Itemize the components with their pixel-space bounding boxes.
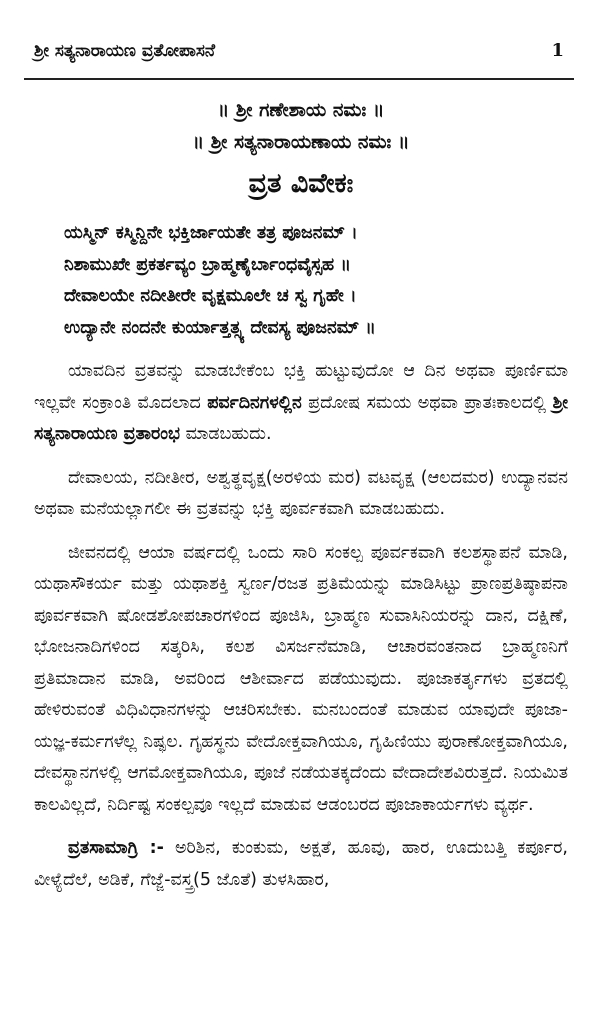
- materials-text: ಅರಿಶಿನ, ಕುಂಕುಮ, ಅಕ್ಷತೆ, ಹೂವು, ಹಾರ, ಊದುಬತ್ತಿ ಕರ್ಪೂರ, ವೀಳ್ಯೆದೆಲೆ, ಅಡಿಕೆ, ಗೆಜ್ಜೆ-ವಸ್ತ್ರ(5 ಜೊತೆ) ತುಳಸಿಹಾರ,: [34, 838, 568, 890]
- invocation-satyanarayana: ॥ ಶ್ರೀ ಸತ್ಯನಾರಾಯಣಾಯ ನಮಃ ॥: [192, 131, 410, 153]
- para-bold-text: ಪರ್ವದಿನಗಳಲ್ಲಿನ: [207, 392, 302, 413]
- paragraph-vrata-timing: [34, 356, 568, 451]
- paragraph-vrata-places: ದೇವಾಲಯ, ನದೀತೀರ, ಅಶ್ವತ್ಥವೃಕ್ಷ(ಅರಳಿಯ ಮರ) ವಟವೃಕ್ಷ (ಆಲದಮರ) ಉದ್ಯಾನವನ ಅಥವಾ ಮನೆಯಲ್ಲಾಗಲೀ ಈ ವ್ರತವನ್ನು ಭಕ್ತಿ ಪೂರ್ವಕವಾಗಿ ಮಾಡಬಹುದು.: [34, 467, 568, 519]
- para-text: ಮಾಡಬಹುದು.: [180, 424, 272, 444]
- invocation-ganesha: ॥ ಶ್ರೀ ಗಣೇಶಾಯ ನಮಃ ॥: [217, 99, 385, 121]
- paragraph-vrata-materials: [34, 833, 568, 896]
- page-number: 1: [551, 40, 564, 61]
- verse-line: ದೇವಾಲಯೇ ನದೀತೀರೇ ವೃಕ್ಷಮೂಲೇ ಚ ಸ್ವ ಗೃಹೇ ।: [64, 286, 357, 306]
- running-header: [34, 0, 568, 72]
- verse-line: ಉದ್ಯಾನೇ ನಂದನೇ ಕುರ್ಯಾತ್ತತ್ಸ್ಯ ದೇವಸ್ಯ ಪೂಜನಮ್ ॥: [64, 317, 376, 338]
- paragraph-vrata-procedure: ಜೀವನದಲ್ಲಿ ಆಯಾ ವರ್ಷದಲ್ಲಿ ಒಂದು ಸಾರಿ ಸಂಕಲ್ಪ ಪೂರ್ವಕವಾಗಿ ಕಲಶಸ್ಥಾಪನೆ ಮಾಡಿ, ಯಥಾಸೌಕರ್ಯ ಮತ್ತು ಯಥಾಶಕ್ತಿ ಸ್ವರ್ಣ/ರಜತ ಪ್ರತಿಮೆಯನ್ನು ಮಾಡಿಸಿಟ್ಟು ಪ್ರಾಣಪ್ರತಿಷ್ಠಾಪನಾ ಪೂರ್ವಕವಾಗಿ ಷೋಡಶೋಪಚಾರಗಳಿಂದ ಪೂಜಿಸಿ, ಬ್ರಾಹ್ಮಣ ಸುವಾಸಿನಿಯರನ್ನು ದಾನ, ದಕ್ಷಿಣೆ, ಭೋಜನಾದಿಗಳಿಂದ ಸತ್ಕರಿಸಿ, ಕಲಶ ವಿಸರ್ಜನೆಮಾಡಿ, ಆಚಾರವಂತನಾದ ಬ್ರಾಹ್ಮಣನಿಗೆ ಪ್ರತಿಮಾದಾನ ಮಾಡಿ, ಅವರಿಂದ ಆಶೀರ್ವಾದ ಪಡೆಯುವುದು. ಪೂಜಾಕರ್ತೃಗಳು ವ್ರತದಲ್ಲಿ ಹೇಳಿರುವಂತೆ ವಿಧಿವಿಧಾನಗಳನ್ನು ಆಚರಿಸಬೇಕು. ಮನಬಂದಂತೆ ಮಾಡುವ ಯಾವುದೇ ಪೂಜಾ-ಯಜ್ಞ-ಕರ್ಮಗಳೆಲ್ಲ ನಿಷ್ಫಲ. ಗೃಹಸ್ಥನು ವೇದೋಕ್ತವಾಗಿಯೂ, ಗೃಹಿಣಿಯು ಪುರಾಣೋಕ್ತವಾಗಿಯೂ, ದೇವಸ್ಥಾನಗಳಲ್ಲಿ ಆಗಮೋಕ್ತವಾಗಿಯೂ, ಪೂಜೆ ನಡೆಯತಕ್ಕದೆಂದು ವೇದಾದೇಶವಿರುತ್ತದೆ. ನಿಯಮಿತ ಕಾಲವಿಲ್ಲದೆ, ನಿರ್ದಿಷ್ಟ ಸಂಕಲ್ಪವೂ ಇಲ್ಲದೆ ಮಾಡುವ ಆಡಂಬರದ ಪೂಜಾಕಾರ್ಯಗಳು ವ್ಯರ್ಥ.: [34, 542, 568, 815]
- header-title: ಶ್ರೀ ಸತ್ಯನಾರಾಯಣ ವ್ರತೋಪಾಸನೆ: [34, 41, 216, 61]
- materials-label: ವ್ರತಸಾಮಾಗ್ರಿ :-: [68, 838, 164, 858]
- para-text: ಯಾವದಿನ ವ್ರತವನ್ನು ಮಾಡಬೇಕೆಂಬ ಭಕ್ತಿ ಹುಟ್ಟುವುದೋ ಆ ದಿನ ಅಥವಾ ಪೂರ್ಣಿಮಾ ಇಲ್ಲವೇ ಸಂಕ್ರಾಂತಿ ಮೊದಲಾದ: [34, 361, 568, 413]
- section-title: ವ್ರತ ವಿವೇಕಃ: [248, 168, 354, 199]
- verse-line: ನಿಶಾಮುಖೇ ಪ್ರಕರ್ತವ್ಯಂ ಬ್ರಾಹ್ಮಣೈರ್ಬಾಂಧವೈಸ್ಸಹ ॥: [64, 254, 351, 275]
- para-bold-text: ಶ್ರೀ ಸತ್ಯನಾರಾಯಣ ವ್ರತಾರಂಭ: [34, 392, 568, 444]
- verse-line: ಯಸ್ಮಿನ್ ಕಸ್ಮಿನ್ದಿನೇ ಭಕ್ತಿರ್ಜಾಯತೇ ತತ್ರ ಪೂಜನಮ್ ।: [64, 223, 358, 243]
- para-text: ಪ್ರದೋಷ ಸಮಯ ಅಥವಾ ಪ್ರಾತಃಕಾಲದಲ್ಲಿ: [301, 392, 553, 413]
- verse-block: [64, 218, 568, 344]
- header-rule: [24, 78, 574, 80]
